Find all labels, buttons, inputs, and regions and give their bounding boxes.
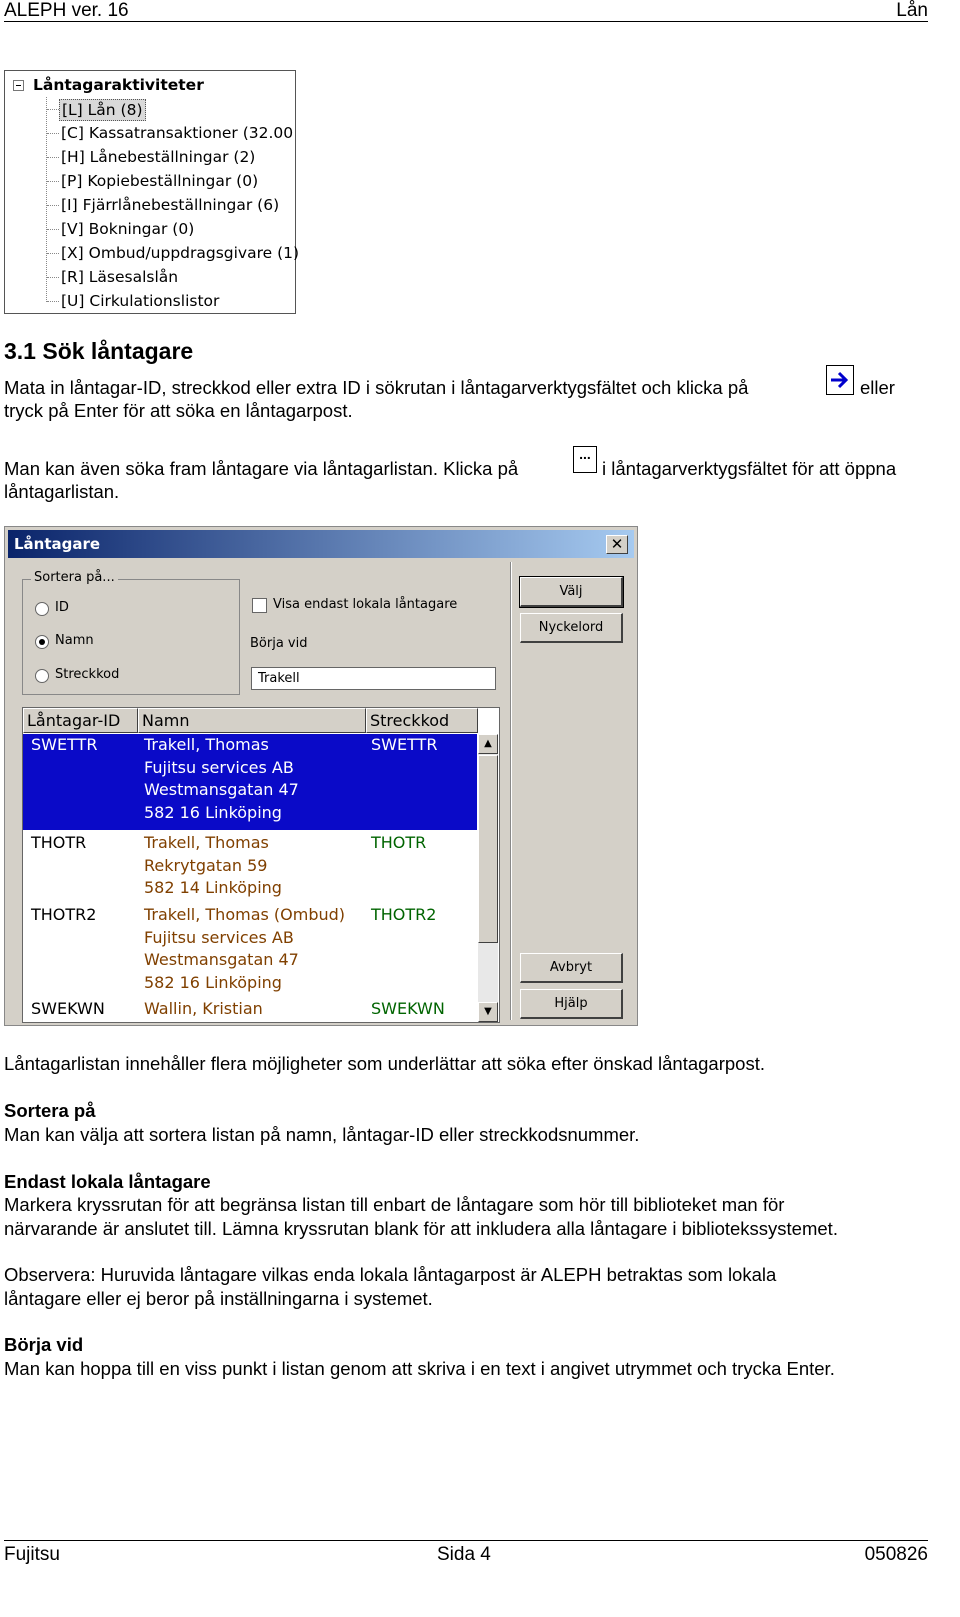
- name-line: Rekrytgatan 59: [144, 855, 268, 875]
- sort-label-barcode: Streckkod: [55, 667, 120, 682]
- borrower-rows: [23, 734, 477, 1022]
- name-line: 582 16 Linköping: [144, 802, 282, 822]
- tree-item-photocopy[interactable]: [P] Kopiebeställningar (0): [61, 172, 259, 190]
- cell-barcode: THOTR2: [371, 905, 437, 924]
- cancel-button[interactable]: Avbryt: [520, 953, 623, 983]
- cell-barcode: THOTR: [371, 833, 427, 852]
- tree-item-proxy[interactable]: [X] Ombud/uppdragsgivare (1): [61, 244, 300, 262]
- tree-item-hold-requests[interactable]: [H] Lånebeställningar (2): [61, 148, 256, 166]
- header-chapter: Lån: [896, 0, 928, 21]
- cell-id: SWETTR: [31, 735, 98, 754]
- paragraph-start: Man kan hoppa till en viss punkt i listan genom att skriva i en text i angivet utrymmet och trycka Enter.: [4, 1358, 835, 1379]
- tree-branch: [47, 133, 59, 134]
- borrower-list-dialog: [4, 526, 638, 1026]
- name-line: 582 16 Linköping: [144, 972, 282, 992]
- tree-item-circulation-lists[interactable]: [U] Cirkulationslistor: [61, 292, 220, 310]
- start-at-label: Börja vid: [250, 636, 308, 651]
- sort-radio-name[interactable]: [35, 635, 49, 649]
- tree-branch: [47, 181, 59, 182]
- paragraph-list-c: låntagarlistan.: [4, 481, 120, 502]
- dialog-separator: [510, 562, 512, 1020]
- sort-radio-barcode[interactable]: [35, 669, 49, 683]
- tree-item-loans[interactable]: [L] Lån (8): [59, 99, 146, 121]
- paragraph-search-a: Mata in låntagar-ID, streckkod eller extra ID i sökrutan i låntagarverktygsfältet och klicka på: [4, 377, 749, 398]
- cell-name: [144, 734, 299, 824]
- paragraph-sort: Man kan välja att sortera listan på namn, låntagar-ID eller streckkodsnummer.: [4, 1124, 640, 1145]
- sort-label-name: Namn: [55, 633, 94, 648]
- name-line: Trakell, Thomas (Ombud): [144, 905, 346, 924]
- tree-branch: [47, 229, 59, 230]
- cell-id: THOTR2: [31, 905, 97, 924]
- name-line: Westmansgatan 47: [144, 780, 299, 799]
- help-button[interactable]: Hjälp: [520, 989, 623, 1019]
- paragraph-local-1: Markera kryssrutan för att begränsa listan till enbart de låntagare som hör till biblioteket man för: [4, 1194, 785, 1215]
- scroll-up-icon[interactable]: ▲: [478, 734, 498, 754]
- tree-item-reading-room[interactable]: [R] Läsesalslån: [61, 268, 179, 286]
- table-row[interactable]: [23, 998, 477, 1022]
- header-title: ALEPH ver. 16: [4, 0, 129, 21]
- only-local-label: Visa endast lokala låntagare: [273, 597, 458, 612]
- header-rule: [4, 21, 928, 22]
- paragraph-search-c: tryck på Enter för att söka en låntagarpost.: [4, 400, 353, 421]
- cell-barcode: SWEKWN: [371, 999, 445, 1018]
- tree-item-cash[interactable]: [C] Kassatransaktioner (32.00: [61, 124, 294, 142]
- sort-legend: Sortera på...: [31, 570, 118, 585]
- dialog-titlebar: [8, 530, 634, 558]
- paragraph-note-2: låntagare eller ej beror på inställningarna i systemet.: [4, 1288, 433, 1309]
- tree-line: [46, 97, 47, 302]
- name-line: Fujitsu services AB: [144, 927, 294, 947]
- ellipsis-icon: ...: [573, 446, 597, 473]
- paragraph-list-b: i låntagarverktygsfältet för att öppna: [602, 458, 897, 479]
- tree-root-label: Låntagaraktiviteter: [33, 76, 204, 94]
- column-header-id[interactable]: Låntagar-ID: [23, 708, 138, 733]
- scroll-down-icon[interactable]: ▼: [478, 1002, 498, 1022]
- section-heading: 3.1 Sök låntagare: [4, 338, 194, 364]
- only-local-checkbox[interactable]: [252, 598, 267, 613]
- column-header-name[interactable]: Namn: [138, 708, 366, 733]
- cell-barcode: SWETTR: [371, 735, 438, 754]
- start-at-input[interactable]: Trakell: [251, 667, 496, 690]
- collapse-icon[interactable]: [13, 80, 24, 91]
- heading-start: Börja vid: [4, 1334, 84, 1355]
- name-line: Trakell, Thomas: [144, 833, 269, 852]
- tree-item-ill[interactable]: [I] Fjärrlånebeställningar (6): [61, 196, 280, 214]
- close-icon[interactable]: ✕: [606, 535, 628, 554]
- borrower-list: [22, 707, 500, 1023]
- cell-name: [144, 904, 345, 994]
- name-line: Westmansgatan 47: [144, 950, 299, 969]
- paragraph-list-a: Man kan även söka fram låntagare via låntagarlistan. Klicka på: [4, 458, 519, 479]
- footer-company: Fujitsu: [4, 1544, 60, 1565]
- paragraph-search-b: eller: [860, 377, 895, 398]
- heading-local: Endast lokala låntagare: [4, 1171, 211, 1192]
- name-line: 582 14 Linköping: [144, 878, 282, 897]
- table-row[interactable]: [23, 832, 477, 904]
- name-line: Trakell, Thomas: [144, 735, 269, 754]
- tree-item-bookings[interactable]: [V] Bokningar (0): [61, 220, 195, 238]
- tree-branch: [47, 157, 59, 158]
- cell-name: [144, 832, 282, 900]
- cell-name: [144, 998, 263, 1021]
- heading-sort: Sortera på: [4, 1100, 96, 1121]
- name-line: Fujitsu services AB: [144, 757, 294, 777]
- list-scrollbar[interactable]: [478, 734, 498, 1022]
- tree-branch: [47, 301, 59, 302]
- sort-radio-id[interactable]: [35, 602, 49, 616]
- name-line: Wallin, Kristian: [144, 999, 263, 1018]
- choose-button[interactable]: Välj: [520, 577, 623, 607]
- sort-group: [22, 570, 240, 695]
- arrow-right-icon: [826, 365, 854, 395]
- table-row[interactable]: [23, 904, 477, 996]
- borrower-activities-tree: [4, 70, 300, 314]
- footer-rule: [4, 1540, 928, 1541]
- paragraph-note-1: Observera: Huruvida låntagare vilkas enda lokala låntagarpost är ALEPH betraktas som lokala: [4, 1264, 777, 1285]
- column-header-barcode[interactable]: Streckkod: [366, 708, 478, 733]
- paragraph-local-2: närvarande är anslutet till. Lämna kryssrutan blank för att inkludera alla låntagare i bibliotekssystemet.: [4, 1218, 838, 1239]
- tree-branch: [47, 109, 59, 110]
- tree-branch: [47, 277, 59, 278]
- dialog-title: Låntagare: [14, 535, 101, 553]
- cell-id: THOTR: [31, 833, 87, 852]
- tree-branch: [47, 205, 59, 206]
- paragraph-list-intro: Låntagarlistan innehåller flera möjligheter som underlättar att söka efter önskad låntagarpost.: [4, 1053, 765, 1074]
- tree-branch: [47, 253, 59, 254]
- cell-id: SWEKWN: [31, 999, 105, 1018]
- footer-page: Sida 4: [437, 1544, 491, 1565]
- keyword-button[interactable]: Nyckelord: [520, 613, 623, 643]
- table-row[interactable]: [23, 734, 477, 830]
- footer-date: 050826: [864, 1544, 928, 1565]
- scroll-thumb[interactable]: [478, 755, 498, 943]
- sort-label-id: ID: [55, 600, 69, 615]
